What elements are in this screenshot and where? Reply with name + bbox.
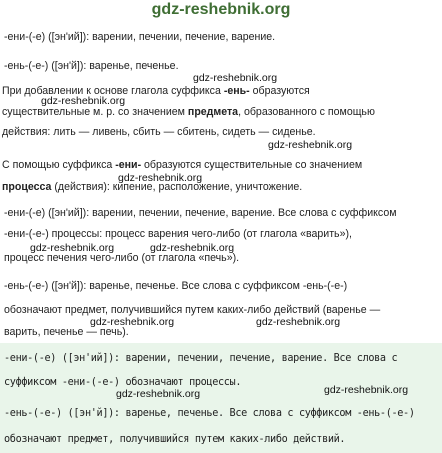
- paragraph-line: -ень-(-е-) ([эн'й]): варенье, печенье.: [4, 60, 179, 72]
- watermark: gdz-reshebnik.org: [116, 388, 201, 400]
- paragraph-line: действия: лить — ливень, сбить — сбитень, сидеть — сиденье.: [2, 126, 316, 138]
- watermark: gdz-reshebnik.org: [150, 242, 235, 254]
- paragraph-line: С помощью суффикса -ени- образуются существительные со значением: [2, 159, 363, 171]
- paragraph-line: процесс печения чего-либо (от глагола «печь»).: [4, 252, 240, 264]
- paragraph-line: существительные м. р. со значением предмета, образованного с помощью: [2, 106, 375, 118]
- watermark: gdz-reshebnik.org: [30, 242, 115, 254]
- paragraph-line: -ени-(-е) ([эн'ий]): варении, печении, печение, варение.: [4, 31, 276, 43]
- paragraph-line: процесса (действия): кипение, расположение, уничтожение.: [2, 181, 303, 193]
- watermark: gdz-reshebnik.org: [41, 95, 126, 107]
- watermark: gdz-reshebnik.org: [324, 384, 409, 396]
- answer-line: обозначают предмет, получившийся путем каких-либо действий.: [4, 434, 346, 445]
- paragraph-line: -ень-(-е-) ([эн'й]): варенье, печенье. Все слова с суффиксом -ень-(-е-): [4, 280, 348, 292]
- answer-line: -ень-(-е-) ([эн'й]): варенье, печенье. Все слова с суффиксом -ень-(-е-): [4, 408, 415, 419]
- site-title: gdz-reshebnik.org: [151, 1, 291, 18]
- watermark: gdz-reshebnik.org: [90, 316, 175, 328]
- paragraph-line: -ени-(-е-) процессы: процесс варения чего-либо (от глагола «варить»),: [4, 228, 352, 240]
- paragraph-line: -ени-(-е) ([эн'ий]): варении, печении, печение, варение. Все слова с суффиксом: [4, 207, 397, 219]
- watermark: gdz-reshebnik.org: [118, 172, 203, 184]
- paragraph-line: При добавлении к основе глагола суффикса -ень- образуются: [2, 85, 310, 97]
- watermark: gdz-reshebnik.org: [193, 72, 278, 84]
- watermark: gdz-reshebnik.org: [268, 139, 353, 151]
- answer-line: -ени-(-е) ([эн'ий]): варении, печении, печение, варение. Все слова с: [4, 353, 398, 364]
- answer-line: суффиксом -ени-(-е-) обозначают процессы.: [4, 377, 242, 388]
- paragraph-line: варить, печенье — печь).: [4, 326, 129, 338]
- watermark: gdz-reshebnik.org: [256, 316, 341, 328]
- paragraph-line: обозначают предмет, получившийся путем каких-либо действий (варенье —: [4, 304, 381, 316]
